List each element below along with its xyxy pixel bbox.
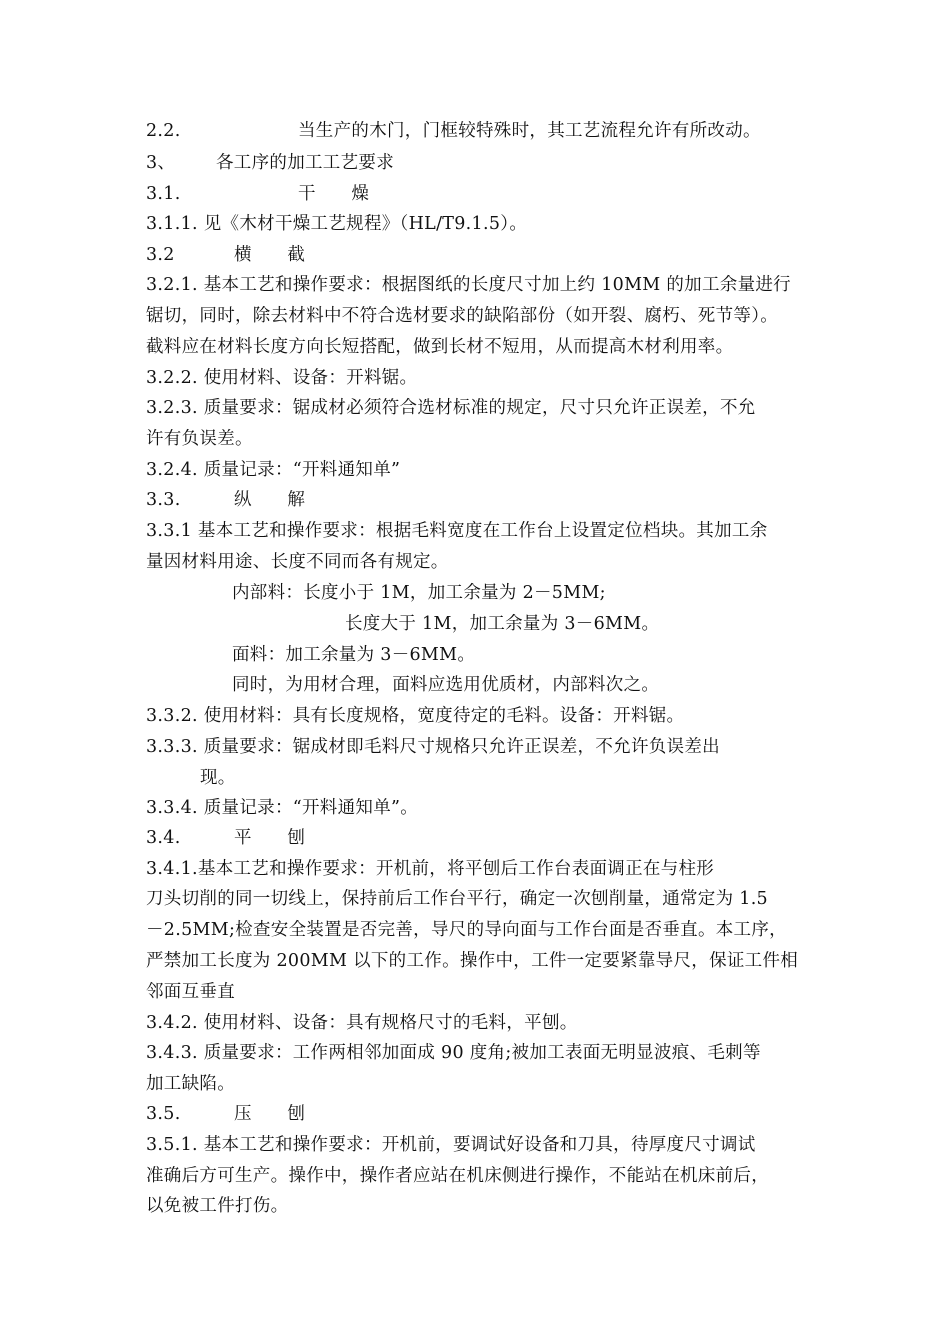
heading-text: 压 刨 xyxy=(234,1104,306,1124)
line-3-3-1: 3.3.1 基本工艺和操作要求：根据毛料宽度在工作台上设置定位档块。其加工余 xyxy=(146,521,768,541)
section-number: 3、 xyxy=(146,153,176,173)
line-3-2-1: 3.2.1. 基本工艺和操作要求：根据图纸的长度尺寸加上约 10MM 的加工余量进行 xyxy=(146,275,791,295)
section-number: 3.1. xyxy=(146,184,181,204)
section-number: 2.2. xyxy=(146,121,181,141)
line-face-material: 面料：加工余量为 3－6MM。 xyxy=(232,645,476,665)
section-number: 3.4. xyxy=(146,828,181,848)
line-3-3-2: 3.3.2. 使用材料：具有长度规格，宽度待定的毛料。设备：开料锯。 xyxy=(146,706,685,726)
line-3-2-3: 3.2.3. 质量要求：锯成材必须符合选材标准的规定，尺寸只允许正误差，不允 xyxy=(146,398,756,418)
line-3-4-1-cont: 邻面互垂直 xyxy=(146,982,235,1002)
line-3-5-1: 3.5.1. 基本工艺和操作要求：开机前，要调试好设备和刀具，待厚度尺寸调试 xyxy=(146,1135,756,1155)
line-3-2-2: 3.2.2. 使用材料、设备：开料锯。 xyxy=(146,368,418,388)
heading-3 xyxy=(146,152,394,174)
line-3-2-1-cont: 锯切，同时，除去材料中不符合选材要求的缺陷部份（如开裂、腐朽、死节等）。 xyxy=(146,306,779,326)
line-text: 当生产的木门，门框较特殊时，其工艺流程允许有所改动。 xyxy=(298,121,761,141)
line-3-4-1-cont: 刀头切削的同一切线上，保持前后工作台平行，确定一次刨削量，通常定为 1.5 xyxy=(146,889,768,909)
section-number: 3.2 xyxy=(146,245,175,265)
line-2-2 xyxy=(146,120,761,142)
section-number: 3.5. xyxy=(146,1104,181,1124)
line-3-4-3: 3.4.3. 质量要求：工作两相邻加面成 90 度角;被加工表面无明显波痕、毛刺等 xyxy=(146,1043,761,1063)
line-3-1-1: 3.1.1. 见《木材干燥工艺规程》（HL/T9.1.5）。 xyxy=(146,214,528,234)
line-3-2-1-cont: 截料应在材料长度方向长短搭配，做到长材不短用，从而提高木材利用率。 xyxy=(146,337,734,357)
line-3-3-4: 3.3.4. 质量记录：“开料通知单”。 xyxy=(146,798,419,818)
heading-text: 干 燥 xyxy=(298,184,370,204)
section-number: 3.3. xyxy=(146,490,181,510)
line-3-5-1-cont: 以免被工件打伤。 xyxy=(146,1196,289,1216)
line-3-2-4: 3.2.4. 质量记录：“开料通知单” xyxy=(146,460,401,480)
line-3-3-3: 3.3.3. 质量要求：锯成材即毛料尺寸规格只允许正误差，不允许负误差出 xyxy=(146,737,720,757)
line-3-2-3-cont: 许有负误差。 xyxy=(146,429,253,449)
heading-3-3 xyxy=(146,489,305,511)
line-3-4-3-cont: 加工缺陷。 xyxy=(146,1074,235,1094)
heading-text: 横 截 xyxy=(234,245,306,265)
heading-3-5 xyxy=(146,1103,305,1125)
line-3-4-2: 3.4.2. 使用材料、设备：具有规格尺寸的毛料，平刨。 xyxy=(146,1013,578,1033)
line-3-4-1-cont: －2.5MM;检查安全装置是否完善，导尺的导向面与工作台面是否垂直。本工序， xyxy=(146,920,787,940)
heading-text: 平 刨 xyxy=(234,828,306,848)
heading-3-4 xyxy=(146,827,305,849)
line-3-4-1: 3.4.1.基本工艺和操作要求：开机前，将平刨后工作台表面调正在与柱形 xyxy=(146,859,715,879)
line-3-3-3-cont: 现。 xyxy=(200,768,236,788)
line-inner-material-cont: 长度大于 1M，加工余量为 3－6MM。 xyxy=(345,614,660,634)
line-3-5-1-cont: 准确后方可生产。操作中，操作者应站在机床侧进行操作，不能站在机床前后， xyxy=(146,1166,769,1186)
line-3-4-1-cont: 严禁加工长度为 200MM 以下的工作。操作中，工件一定要紧靠导尺，保证工件相 xyxy=(146,951,799,971)
line-inner-material: 内部料：长度小于 1M，加工余量为 2－5MM; xyxy=(232,583,606,603)
heading-text: 纵 解 xyxy=(234,490,306,510)
heading-text: 各工序的加工工艺要求 xyxy=(216,153,394,173)
heading-3-2 xyxy=(146,244,305,266)
line-material-note: 同时，为用材合理，面料应选用优质材，内部料次之。 xyxy=(232,675,660,695)
line-3-3-1-cont: 量因材料用途、长度不同而各有规定。 xyxy=(146,552,449,572)
heading-3-1 xyxy=(146,183,369,205)
